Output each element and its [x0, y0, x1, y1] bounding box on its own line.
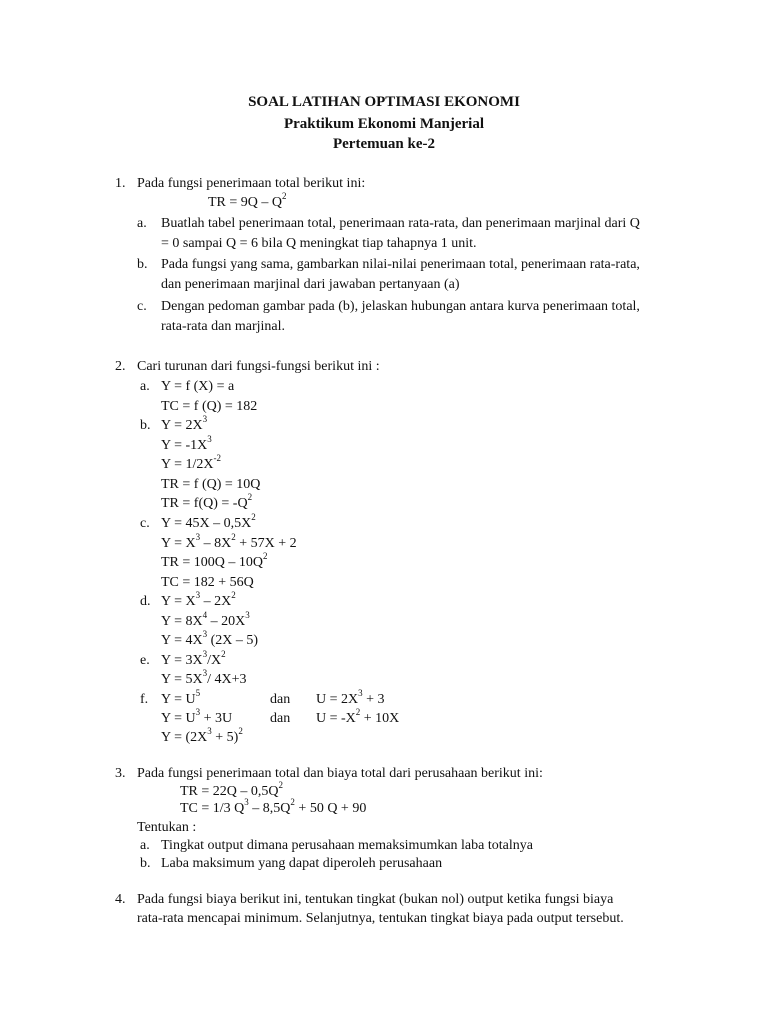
q2-f-line2: $Y = U^3 + 3U$: [161, 707, 233, 726]
session-label: Pertemuan ke-2: [332, 136, 436, 152]
q2-a-letter: a.: [140, 379, 150, 394]
q2-c-line4: TC = 182 + 56Q: [161, 575, 254, 590]
q2-a-line2: TC = f (Q) = 182: [161, 399, 258, 414]
q2-f-right-1: $U = 2X^3 + 3$: [316, 688, 385, 707]
q2-c-line3: TR = $100Q - 10Q^2$: [161, 551, 268, 570]
q1-item-c-line1: Dengan pedoman gambar pada (b), jelaskan hubungan antara kurva penerimaan total,: [161, 299, 640, 314]
document-title: SOAL LATIHAN OPTIMASI EKONOMI: [248, 94, 520, 110]
q2-e-line2: $Y = 5X^3/$ 4X+3: [161, 668, 247, 687]
q3-item-b-letter: b.: [140, 856, 151, 871]
q3-item-a-text: Tingkat output dimana perusahaan memaksimumkan laba totalnya: [161, 838, 533, 853]
q2-f-dan-1: dan: [270, 692, 291, 707]
document-subtitle: Praktikum Ekonomi Manjerial: [283, 116, 484, 132]
q3-item-b-text: Laba maksimum yang dapat diperoleh perusahaan: [161, 856, 443, 871]
q1-equation: TR = $9Q - Q^2$: [208, 191, 287, 210]
q2-e-letter: e.: [140, 653, 150, 668]
q2-intro: Cari turunan dari fungsi-fungsi berikut ini :: [137, 359, 380, 374]
q2-c-line2: $Y = X^3 - 8X^2 + 57X + 2$: [161, 532, 297, 551]
q3-number: 3.: [115, 766, 126, 781]
q3-item-a-letter: a.: [140, 838, 150, 853]
q1-intro: Pada fungsi penerimaan total berikut ini:: [137, 176, 366, 191]
q2-a-line1: Y = f (X) = a: [161, 379, 235, 394]
q2-f-letter: f.: [140, 692, 149, 707]
q1-item-b-letter: b.: [137, 257, 148, 272]
q2-f-line1: $Y = U^5$: [161, 688, 201, 707]
q3-equation-tc: TC = 1/3 $Q^3 - 8,5Q^2 + 50$ Q + 90: [180, 797, 367, 816]
q2-b-line4: TR = f (Q) = 10Q: [161, 477, 261, 492]
q4-number: 4.: [115, 892, 126, 907]
q2-f-dan-2: dan: [270, 711, 291, 726]
q2-b-line2: $Y = -1X^3$: [161, 434, 212, 453]
q2-b-line1: $Y = 2X^3$: [161, 414, 208, 433]
q2-c-letter: c.: [140, 516, 150, 531]
q2-b-letter: b.: [140, 418, 151, 433]
q2-b-line5: TR = $f(Q) = -Q^2$: [161, 492, 253, 511]
q1-number: 1.: [115, 176, 126, 191]
q2-c-line1: $Y = 45X - 0,5X^2$: [161, 512, 256, 531]
q1-item-b-line1: Pada fungsi yang sama, gambarkan nilai-nilai penerimaan total, penerimaan rata-rata,: [161, 257, 640, 272]
q1-item-c-line2: rata-rata dan marjinal.: [161, 319, 285, 334]
q2-b-line3: $Y = 1/2X^{-2}$: [161, 453, 221, 472]
q3-equation-tr: TR = $22Q - 0,5Q^2$: [180, 780, 284, 799]
q2-d-line1: $Y = X^3 - 2X^2$: [161, 590, 236, 609]
q2-number: 2.: [115, 359, 126, 374]
q1-item-b-line2: dan penerimaan marjinal dari jawaban pertanyaan (a): [161, 277, 460, 292]
q3-tentukan: Tentukan :: [137, 820, 197, 835]
q4-line2: rata-rata mencapai minimum. Selanjutnya, tentukan tingkat biaya pada output tersebut.: [137, 911, 624, 926]
q1-item-a-line2: = 0 sampai Q = 6 bila Q meningkat tiap tahapnya 1 unit.: [161, 236, 477, 251]
q4-line1: Pada fungsi biaya berikut ini, tentukan tingkat (bukan nol) output ketika fungsi biaya: [137, 892, 614, 907]
q1-item-a-line1: Buatlah tabel penerimaan total, penerimaan rata-rata, dan penerimaan marjinal dari Q: [161, 216, 640, 231]
q2-f-line3: $Y = (2X^3 + 5)^2$: [161, 726, 243, 745]
q3-intro: Pada fungsi penerimaan total dan biaya total dari perusahaan berikut ini:: [137, 766, 543, 781]
q2-e-line1: $Y = 3X^3/X^2$: [161, 649, 226, 668]
q2-d-line2: $Y = 8X^4 - 20X^3$: [161, 610, 250, 629]
q1-item-a-letter: a.: [137, 216, 147, 231]
q1-item-c-letter: c.: [137, 299, 147, 314]
q2-f-right-2: $U = -X^2 + 10X$: [316, 707, 400, 726]
q2-d-line3: $Y = 4X^3$ (2X – 5): [161, 629, 259, 648]
q2-d-letter: d.: [140, 594, 151, 609]
